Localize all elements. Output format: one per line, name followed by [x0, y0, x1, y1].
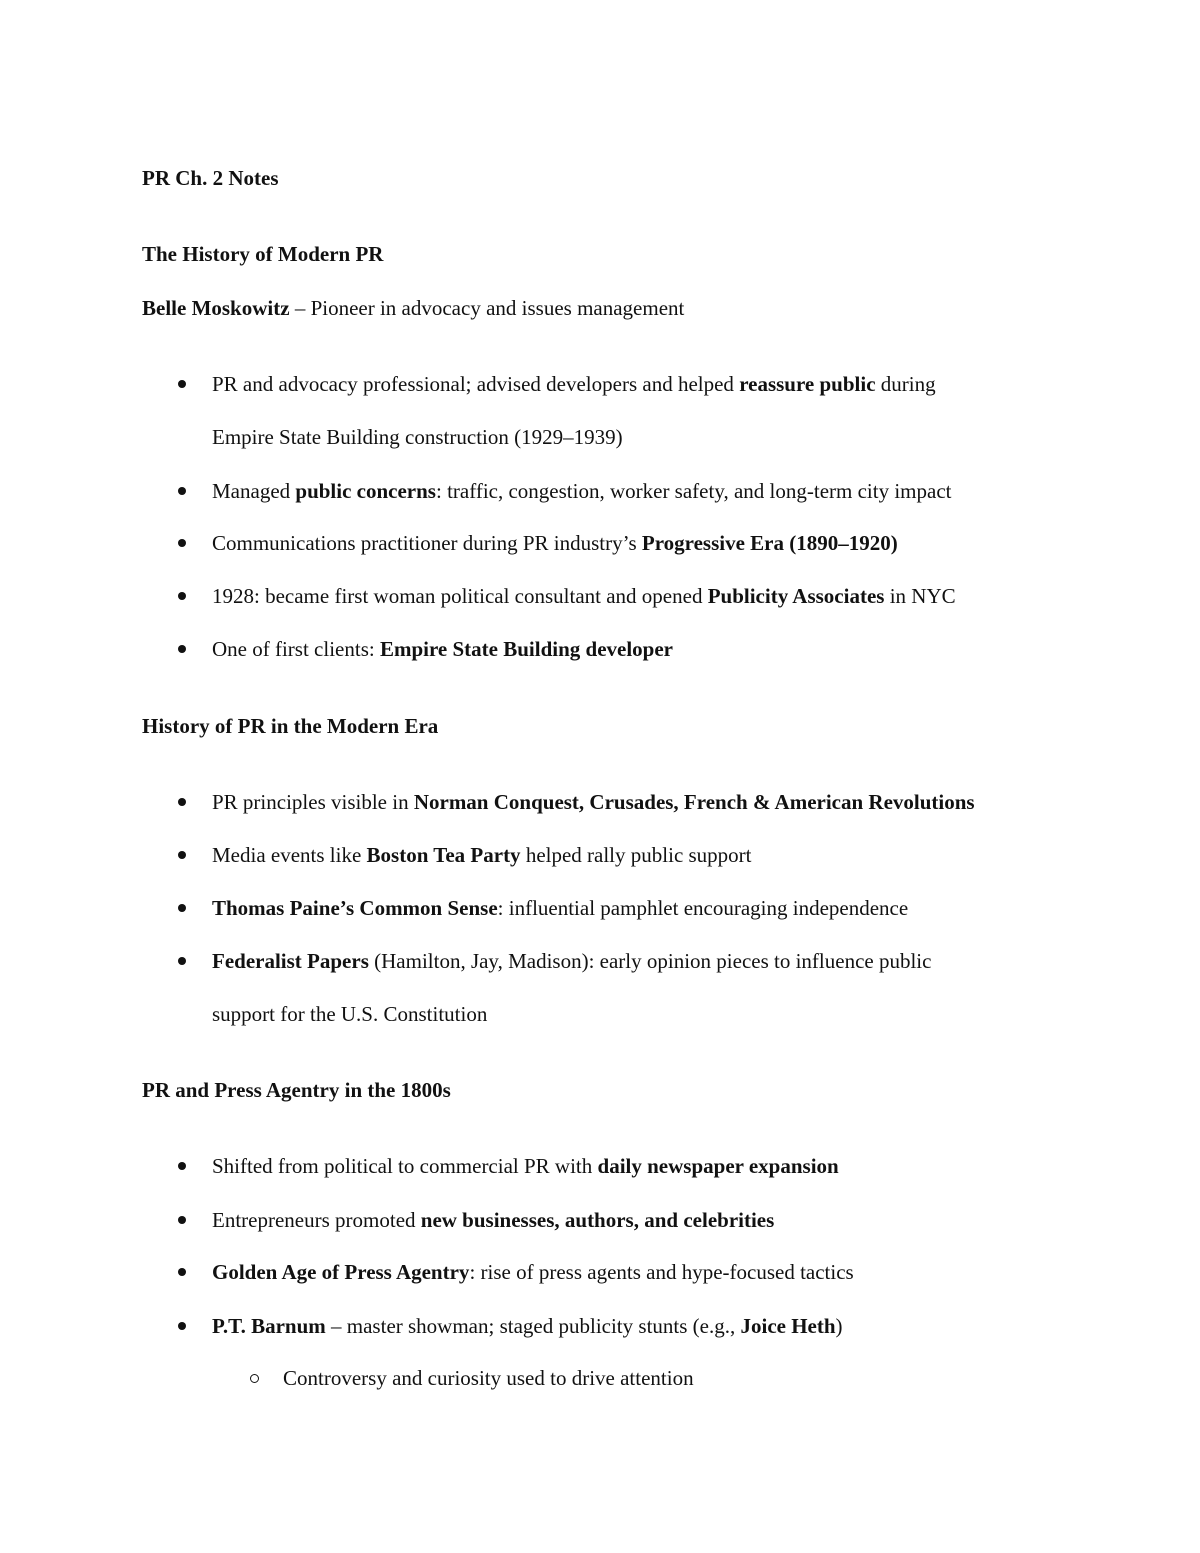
bold-run: Federalist Papers — [212, 949, 369, 973]
bullet-dot — [178, 539, 186, 547]
bullet-dot — [178, 487, 186, 495]
bold-run: Publicity Associates — [707, 584, 885, 608]
intro-text: – Pioneer in advocacy and issues management — [289, 296, 685, 320]
bullet-dot — [178, 957, 186, 965]
bold-run: Progressive Era (1890–1920) — [641, 531, 898, 555]
bullet-dot — [178, 1162, 186, 1170]
list-item — [212, 948, 931, 974]
bullet-dot — [178, 1216, 186, 1224]
text-run: in NYC — [884, 584, 956, 608]
text-run: Entrepreneurs promoted — [212, 1208, 421, 1232]
text-run: Communications practitioner during PR industry’s — [212, 531, 642, 555]
sub-list-item: Controversy and curiosity used to drive attention — [283, 1366, 694, 1390]
list-item — [212, 371, 936, 397]
bullet-dot — [178, 1268, 186, 1276]
text-run: One of first clients: — [212, 637, 380, 661]
section-heading: PR and Press Agentry in the 1800s — [142, 1078, 451, 1102]
bold-run: Empire State Building developer — [379, 637, 674, 661]
bullet-dot — [178, 380, 186, 388]
bold-run: daily newspaper expansion — [597, 1154, 839, 1178]
text-run: : traffic, congestion, worker safety, and long-term city impact — [435, 479, 952, 503]
bullet-dot — [178, 851, 186, 859]
text-run: Managed — [212, 479, 296, 503]
list-item — [212, 789, 975, 815]
text-run: ) — [835, 1314, 843, 1338]
text-run: Shifted from political to commercial PR with — [212, 1154, 598, 1178]
bold-run: Golden Age of Press Agentry — [212, 1260, 470, 1284]
bold-run: Thomas Paine’s Common Sense — [212, 896, 498, 920]
bold-run: Norman Conquest, Crusades, French & American Revolutions — [413, 790, 975, 814]
text-run: during — [875, 372, 936, 396]
list-item — [212, 1259, 854, 1285]
bold-run: new businesses, authors, and celebrities — [420, 1208, 775, 1232]
bullet-dot — [178, 798, 186, 806]
bold-run: Joice Heth — [740, 1314, 836, 1338]
text-run: : influential pamphlet encouraging independence — [497, 896, 909, 920]
text-run: PR and advocacy professional; advised developers and helped — [212, 372, 740, 396]
list-item — [212, 583, 956, 609]
intro-bold: Belle Moskowitz — [142, 296, 290, 320]
bullet-dot — [178, 592, 186, 600]
text-run: : rise of press agents and hype-focused tactics — [469, 1260, 854, 1284]
list-item-continuation: Empire State Building construction (1929–1939) — [212, 425, 623, 449]
text-run: helped rally public support — [520, 843, 752, 867]
text-run: 1928: became first woman political consultant and opened — [212, 584, 708, 608]
intro-line — [142, 295, 684, 321]
list-item-continuation: support for the U.S. Constitution — [212, 1002, 488, 1026]
list-item — [212, 1153, 839, 1179]
sub-bullet-circle — [250, 1374, 259, 1383]
bullet-dot — [178, 904, 186, 912]
section-heading: The History of Modern PR — [142, 242, 384, 266]
list-item — [212, 1207, 774, 1233]
list-item — [212, 895, 908, 921]
bullet-dot — [178, 1322, 186, 1330]
text-run: (Hamilton, Jay, Madison): early opinion pieces to influence public — [368, 949, 932, 973]
bold-run: Boston Tea Party — [366, 843, 521, 867]
list-item — [212, 636, 673, 662]
text-run: – master showman; staged publicity stunts (e.g., — [325, 1314, 741, 1338]
bold-run: P.T. Barnum — [212, 1314, 326, 1338]
bullet-dot — [178, 645, 186, 653]
text-run: PR principles visible in — [212, 790, 414, 814]
document-title: PR Ch. 2 Notes — [142, 166, 279, 190]
list-item — [212, 478, 951, 504]
list-item — [212, 1313, 843, 1339]
bold-run: public concerns — [295, 479, 436, 503]
list-item — [212, 530, 898, 556]
list-item — [212, 842, 752, 868]
bold-run: reassure public — [739, 372, 876, 396]
text-run: Media events like — [212, 843, 367, 867]
section-heading: History of PR in the Modern Era — [142, 714, 439, 738]
